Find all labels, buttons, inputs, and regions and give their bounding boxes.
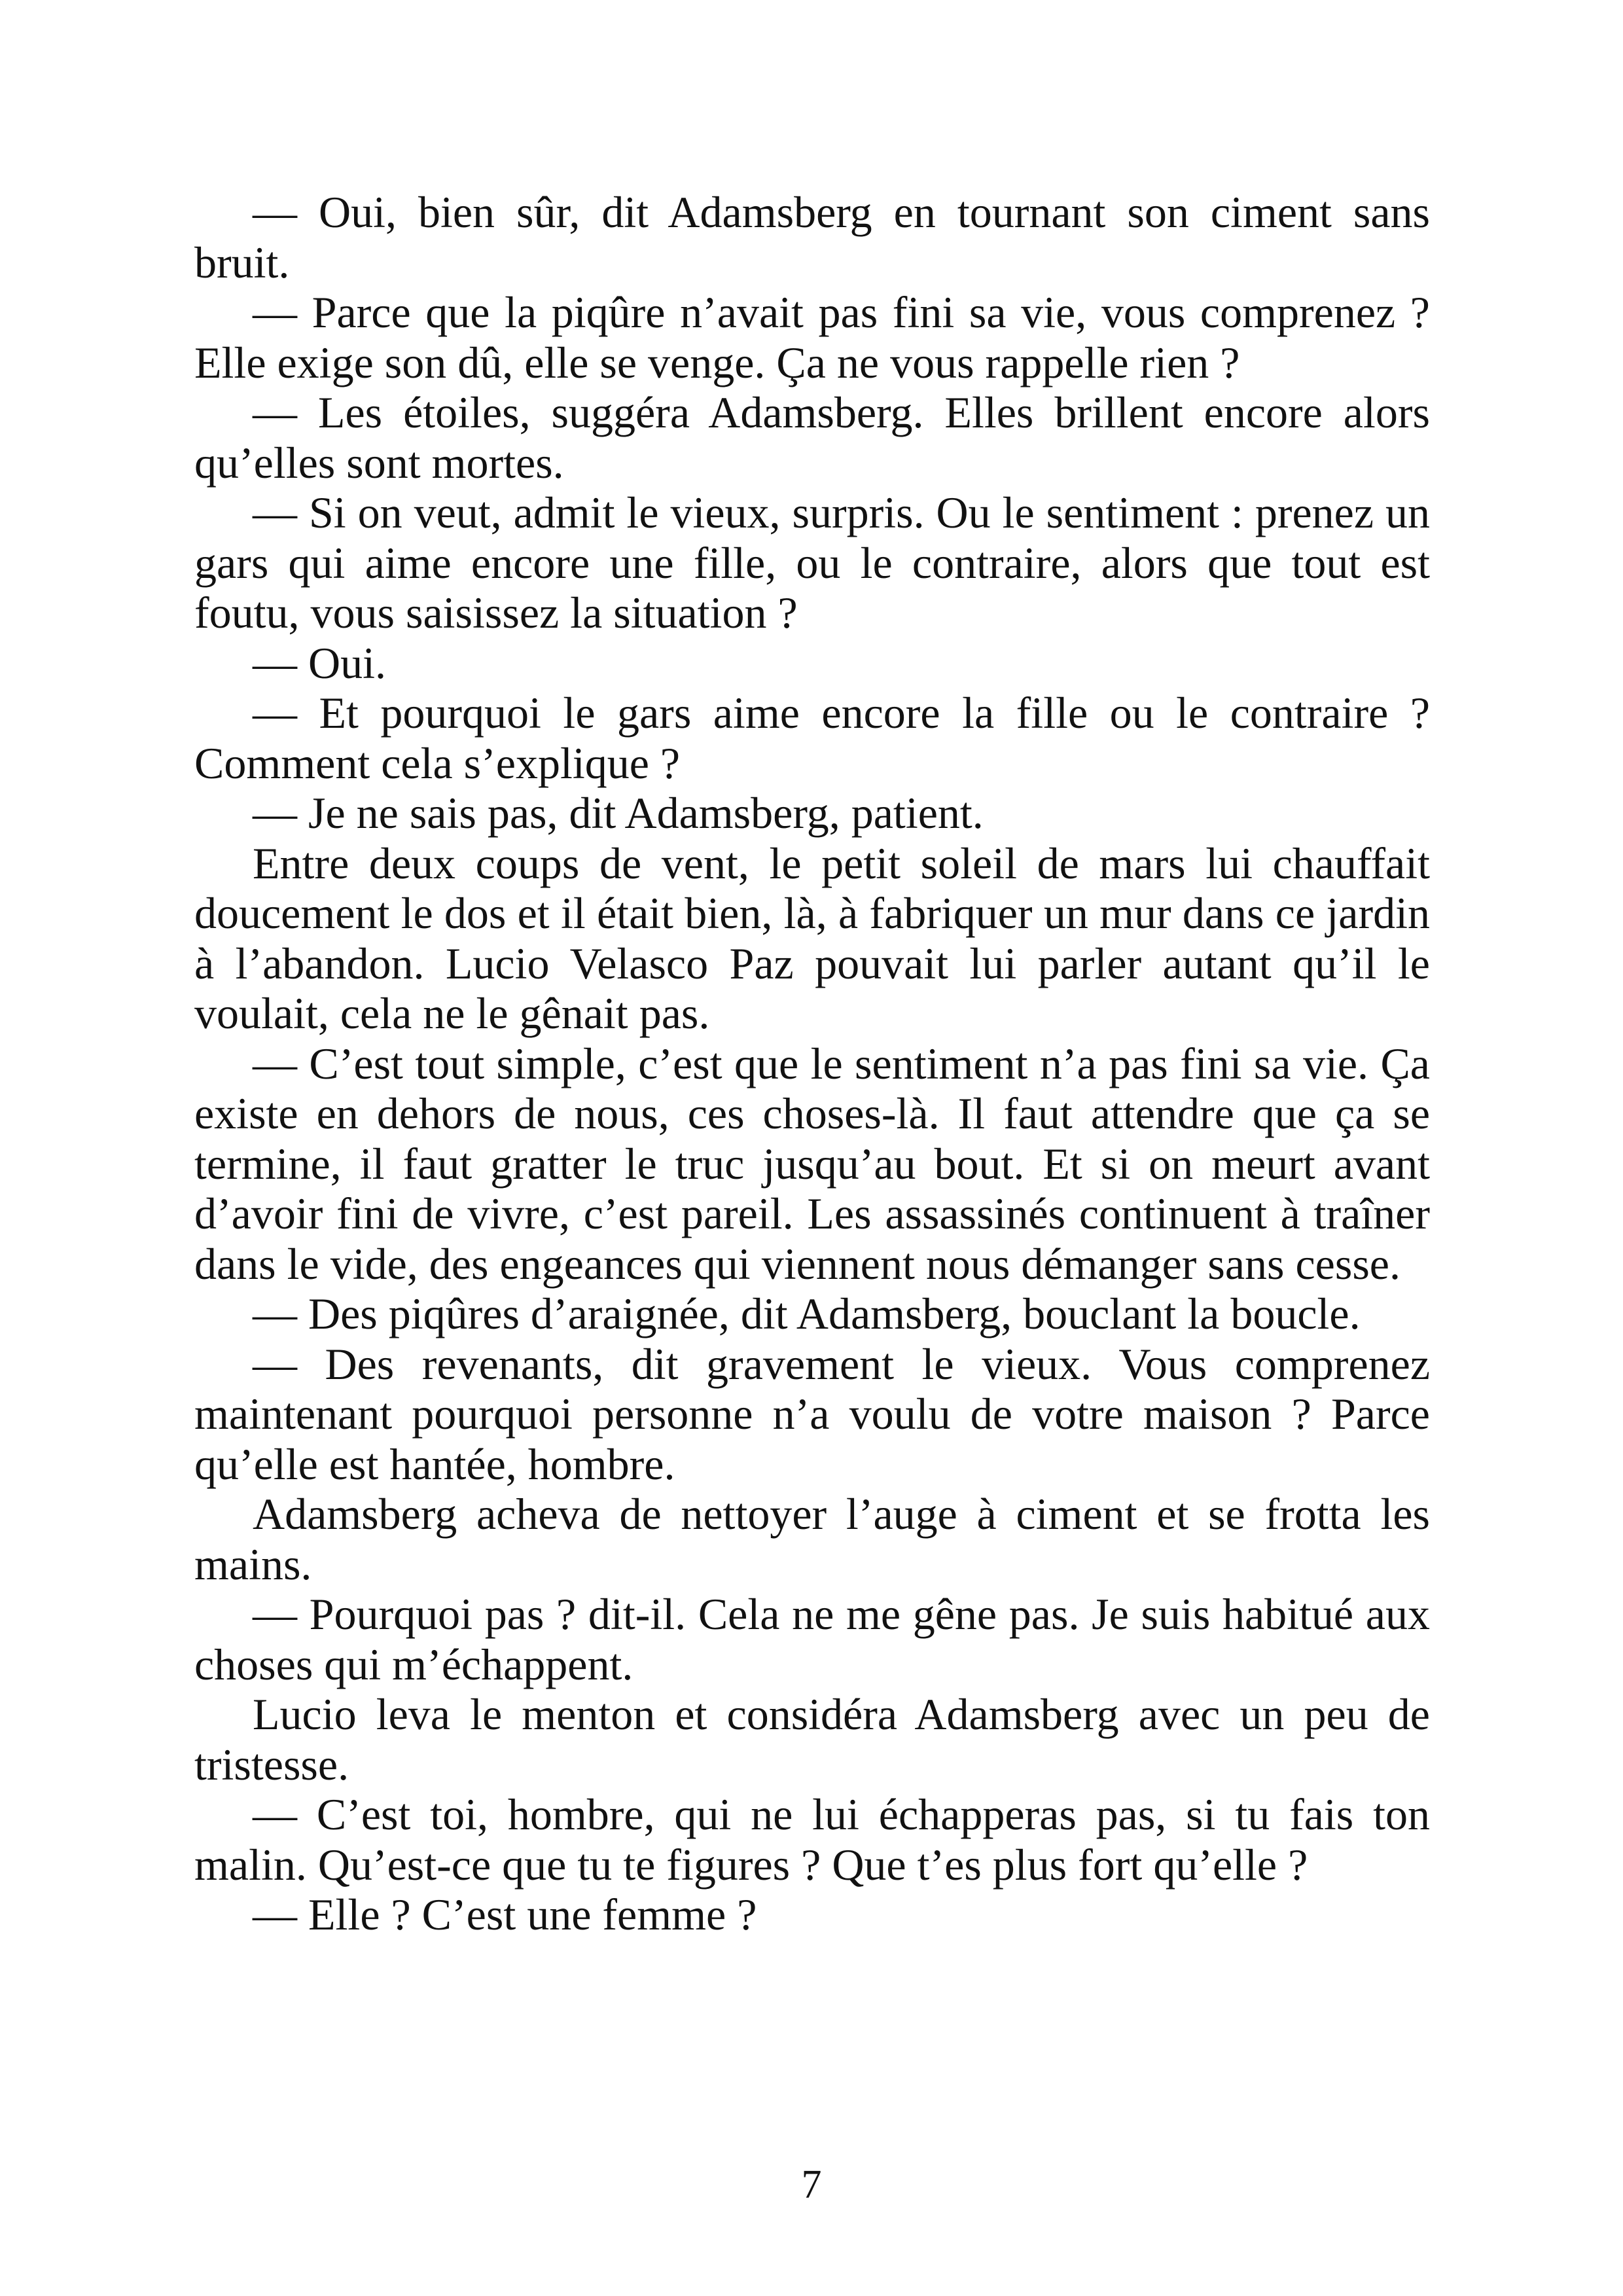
paragraph: — Si on veut, admit le vieux, surpris. Ou le sentiment : prenez un gars qui aime encore une fille, ou le contraire, alors que tout est foutu, vous saisissez la situation ? xyxy=(194,488,1430,637)
paragraph: — C’est toi, hombre, qui ne lui échapperas pas, si tu fais ton malin. Qu’est-ce que tu te figures ? Que t’es plus fort qu’elle ? xyxy=(194,1789,1430,1890)
paragraph: Lucio leva le menton et considéra Adamsberg avec un peu de tristesse. xyxy=(194,1689,1430,1789)
paragraph: — Parce que la piqûre n’avait pas fini sa vie, vous comprenez ? Elle exige son dû, elle se venge. Ça ne vous rappelle rien ? xyxy=(194,287,1430,387)
body-text xyxy=(194,187,1430,1940)
paragraph: — Et pourquoi le gars aime encore la fille ou le contraire ? Comment cela s’explique ? xyxy=(194,688,1430,788)
paragraph: — Elle ? C’est une femme ? xyxy=(253,1890,757,1939)
paragraph: — Je ne sais pas, dit Adamsberg, patient. xyxy=(253,788,984,838)
paragraph: — Des revenants, dit gravement le vieux. Vous comprenez maintenant pourquoi personne n’a voulu de votre maison ? Parce qu’elle est hantée, hombre. xyxy=(194,1338,1430,1489)
page-number: 7 xyxy=(801,2162,822,2207)
paragraph: — Oui, bien sûr, dit Adamsberg en tournant son ciment sans bruit. xyxy=(194,187,1430,287)
paragraph: — Oui. xyxy=(253,637,386,688)
paragraph: — C’est tout simple, c’est que le sentiment n’a pas fini sa vie. Ça existe en dehors de nous, ces choses-là. Il faut attendre que ça se termine, il faut gratter le truc jusqu’au bout. Et si on meurt avant d’avoir fini de vivre, c’est pareil. Les assassinés continuent à traîner dans le vide, des engeances qui viennent nous démanger sans cesse. xyxy=(194,1038,1430,1289)
paragraph: Adamsberg acheva de nettoyer l’auge à ciment et se frotta les mains. xyxy=(194,1489,1430,1589)
paragraph: — Pourquoi pas ? dit-il. Cela ne me gêne pas. Je suis habitué aux choses qui m’échappent. xyxy=(194,1589,1430,1689)
paragraph: Entre deux coups de vent, le petit soleil de mars lui chauffait doucement le dos et il était bien, là, à fabriquer un mur dans ce jardin à l’abandon. Lucio Velasco Paz pouvait lui parler autant qu’il le voulait, cela ne le gênait pas. xyxy=(194,838,1430,1038)
paragraph: — Des piqûres d’araignée, dit Adamsberg, bouclant la boucle. xyxy=(253,1289,1361,1338)
paragraph: — Les étoiles, suggéra Adamsberg. Elles brillent encore alors qu’elles sont mortes. xyxy=(194,387,1430,488)
